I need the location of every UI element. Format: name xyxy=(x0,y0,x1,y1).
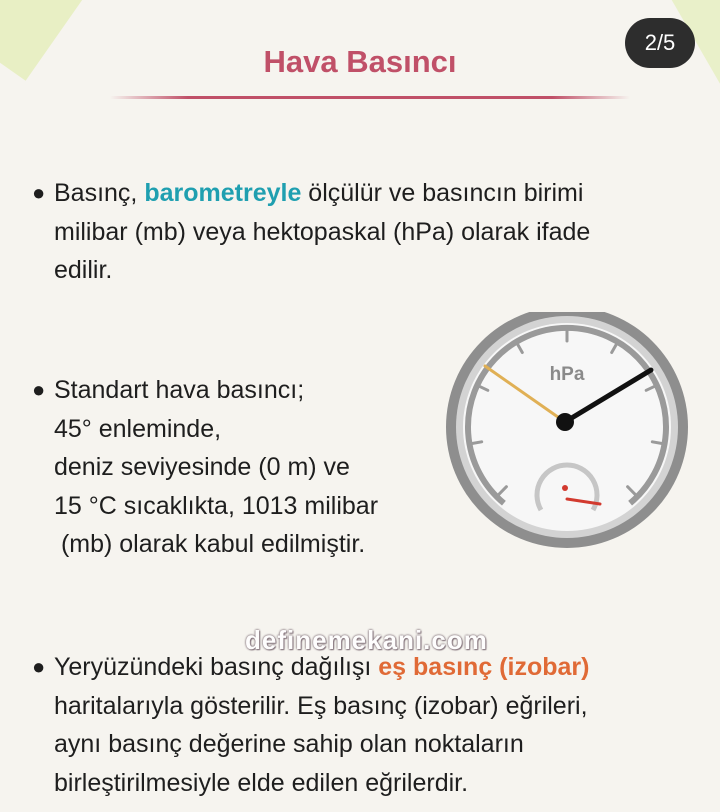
bullet-2-line-5: (mb) olarak kabul edilmiştir. xyxy=(54,530,366,558)
bullet-3-text xyxy=(54,648,589,802)
bullet-1-text xyxy=(54,174,590,290)
bullet-2-line-4: 15 °C sıcaklıkta, 1013 milibar xyxy=(54,491,379,520)
bullet-dot-icon: ● xyxy=(32,377,46,402)
bullet-1-line-3: edilir. xyxy=(54,256,113,284)
bullet-2-line-1: Standart hava basıncı; xyxy=(54,376,305,404)
barometer-gauge-icon xyxy=(442,312,694,548)
bullet-3-line-3: aynı basınç değerine sahip olan noktaların xyxy=(54,730,524,758)
page-indicator: 2/5 xyxy=(625,18,695,68)
watermark: definemekani.com xyxy=(245,625,488,655)
bullet-2-line-3: deniz seviyesinde (0 m) ve xyxy=(54,453,350,481)
bullet-1-line-1: Basınç, barometreyle ölçülür ve basıncın birimi xyxy=(54,179,584,207)
bullet-dot-icon: ● xyxy=(32,654,46,679)
page-title: Hava Basıncı xyxy=(263,44,457,79)
bullet-2-text xyxy=(54,371,378,564)
bullet-dot-icon: ● xyxy=(32,180,46,205)
bullet-1-line-2: milibar (mb) veya hektopaskal (hPa) olarak ifade xyxy=(54,217,591,246)
bullet-3-line-1: Yeryüzündeki basınç dağılışı eş basınç (izobar) xyxy=(54,653,590,681)
title-underline xyxy=(110,96,630,99)
bullet-3-line-2: haritalarıyla gösterilir. Eş basınç (izobar) eğrileri, xyxy=(54,691,588,720)
bullet-3-line-4: birleştirilmesiyle elde edilen eğrilerdir. xyxy=(54,768,469,797)
bullet-2-line-2: 45° enleminde, xyxy=(54,414,222,443)
gauge-unit-label: hPa xyxy=(549,364,585,385)
barometer-term: barometreyle xyxy=(144,179,302,207)
isobar-term: eş basınç (izobar) xyxy=(378,653,590,681)
